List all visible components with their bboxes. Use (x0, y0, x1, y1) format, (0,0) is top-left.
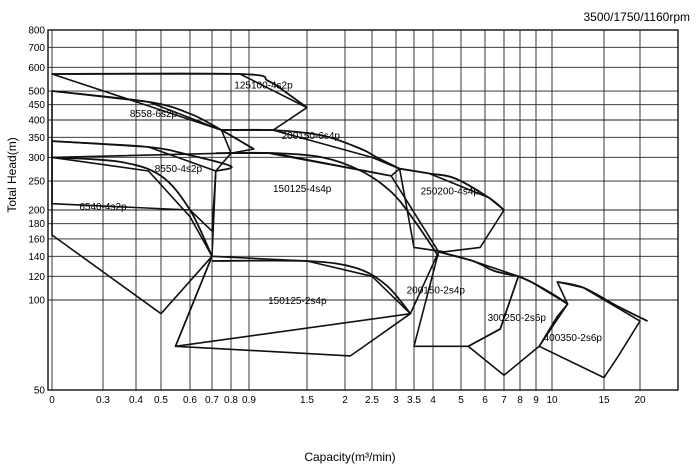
y-tick-label: 350 (28, 132, 45, 144)
x-tick-label: 0.3 (96, 395, 110, 406)
x-tick-label: 20 (634, 395, 646, 406)
region-label-250200-4s4p: 250200-4s4p (420, 186, 479, 198)
x-tick-label: 3 (393, 395, 399, 406)
region-label-8558-6s2p: 8558-6s2p (129, 108, 178, 120)
y-tick-label: 300 (28, 152, 45, 164)
y-tick-label: 120 (28, 271, 45, 283)
chart-subtitle: 3500/1750/1160rpm (583, 10, 690, 24)
region-label-150125-4s4p: 150125-4s4p (272, 183, 332, 195)
x-tick-label: 1.5 (300, 395, 314, 406)
x-tick-label: 0 (49, 395, 55, 406)
x-tick-label: 0.6 (183, 395, 197, 406)
y-tick-label: 250 (28, 176, 45, 188)
x-tick-label: 9 (533, 395, 539, 406)
x-tick-label: 8 (517, 395, 523, 406)
y-tick-label: 700 (28, 42, 45, 54)
y-tick-label: 140 (28, 251, 45, 263)
region-label-8550-4s2p: 8550-4s2p (154, 163, 203, 175)
y-tick-label: 500 (28, 86, 45, 98)
x-tick-label: 2.5 (365, 395, 379, 406)
y-tick-label: 800 (28, 25, 45, 37)
y-tick-label: 100 (28, 295, 45, 307)
region-label-400350-2s6p: 400350-2s6p (543, 332, 602, 344)
x-axis-title: Capacity(m³/min) (304, 450, 396, 464)
x-tick-label: 2 (342, 395, 348, 406)
y-tick-label: 600 (28, 62, 45, 74)
region-label-200150-6s4p: 200150-6s4p (281, 131, 340, 143)
x-tick-label: 15 (598, 395, 610, 406)
x-tick-label: 4 (430, 395, 436, 406)
x-tick-label: 0.4 (129, 395, 143, 406)
region-label-150125-2s4p: 150125-2s4p (268, 295, 327, 307)
y-tick-label: 160 (28, 234, 45, 246)
y-tick-label: 180 (28, 219, 45, 231)
region-label-6540-4s2p: 6540-4s2p (79, 202, 127, 213)
x-tick-labels (49, 395, 646, 406)
x-tick-label: 0.9 (242, 395, 256, 406)
y-tick-label: 200 (28, 205, 45, 217)
region-label-125100-4s2p: 125100-4s2p (234, 80, 293, 92)
region-label-300250-2s6p: 300250-2s6p (487, 313, 546, 325)
y-tick-label: 450 (28, 100, 45, 112)
region-label-200150-2s4p: 200150-2s4p (406, 285, 465, 297)
y-tick-label: 50 (33, 385, 45, 397)
x-tick-label: 3.5 (407, 395, 421, 406)
x-tick-label: 10 (546, 395, 558, 406)
x-tick-label: 0.8 (224, 395, 238, 406)
x-tick-label: 7 (501, 395, 507, 406)
x-tick-label: 0.7 (205, 395, 219, 406)
x-tick-label: 5 (458, 395, 464, 406)
y-tick-labels (28, 26, 45, 397)
y-axis-title: Total Head(m) (5, 137, 19, 213)
region-200150-2s4p (414, 252, 518, 346)
x-tick-label: 6 (482, 395, 488, 406)
x-tick-label: 0.5 (154, 395, 168, 406)
y-tick-label: 400 (28, 115, 45, 127)
curve-400350-2s6p (557, 282, 647, 321)
